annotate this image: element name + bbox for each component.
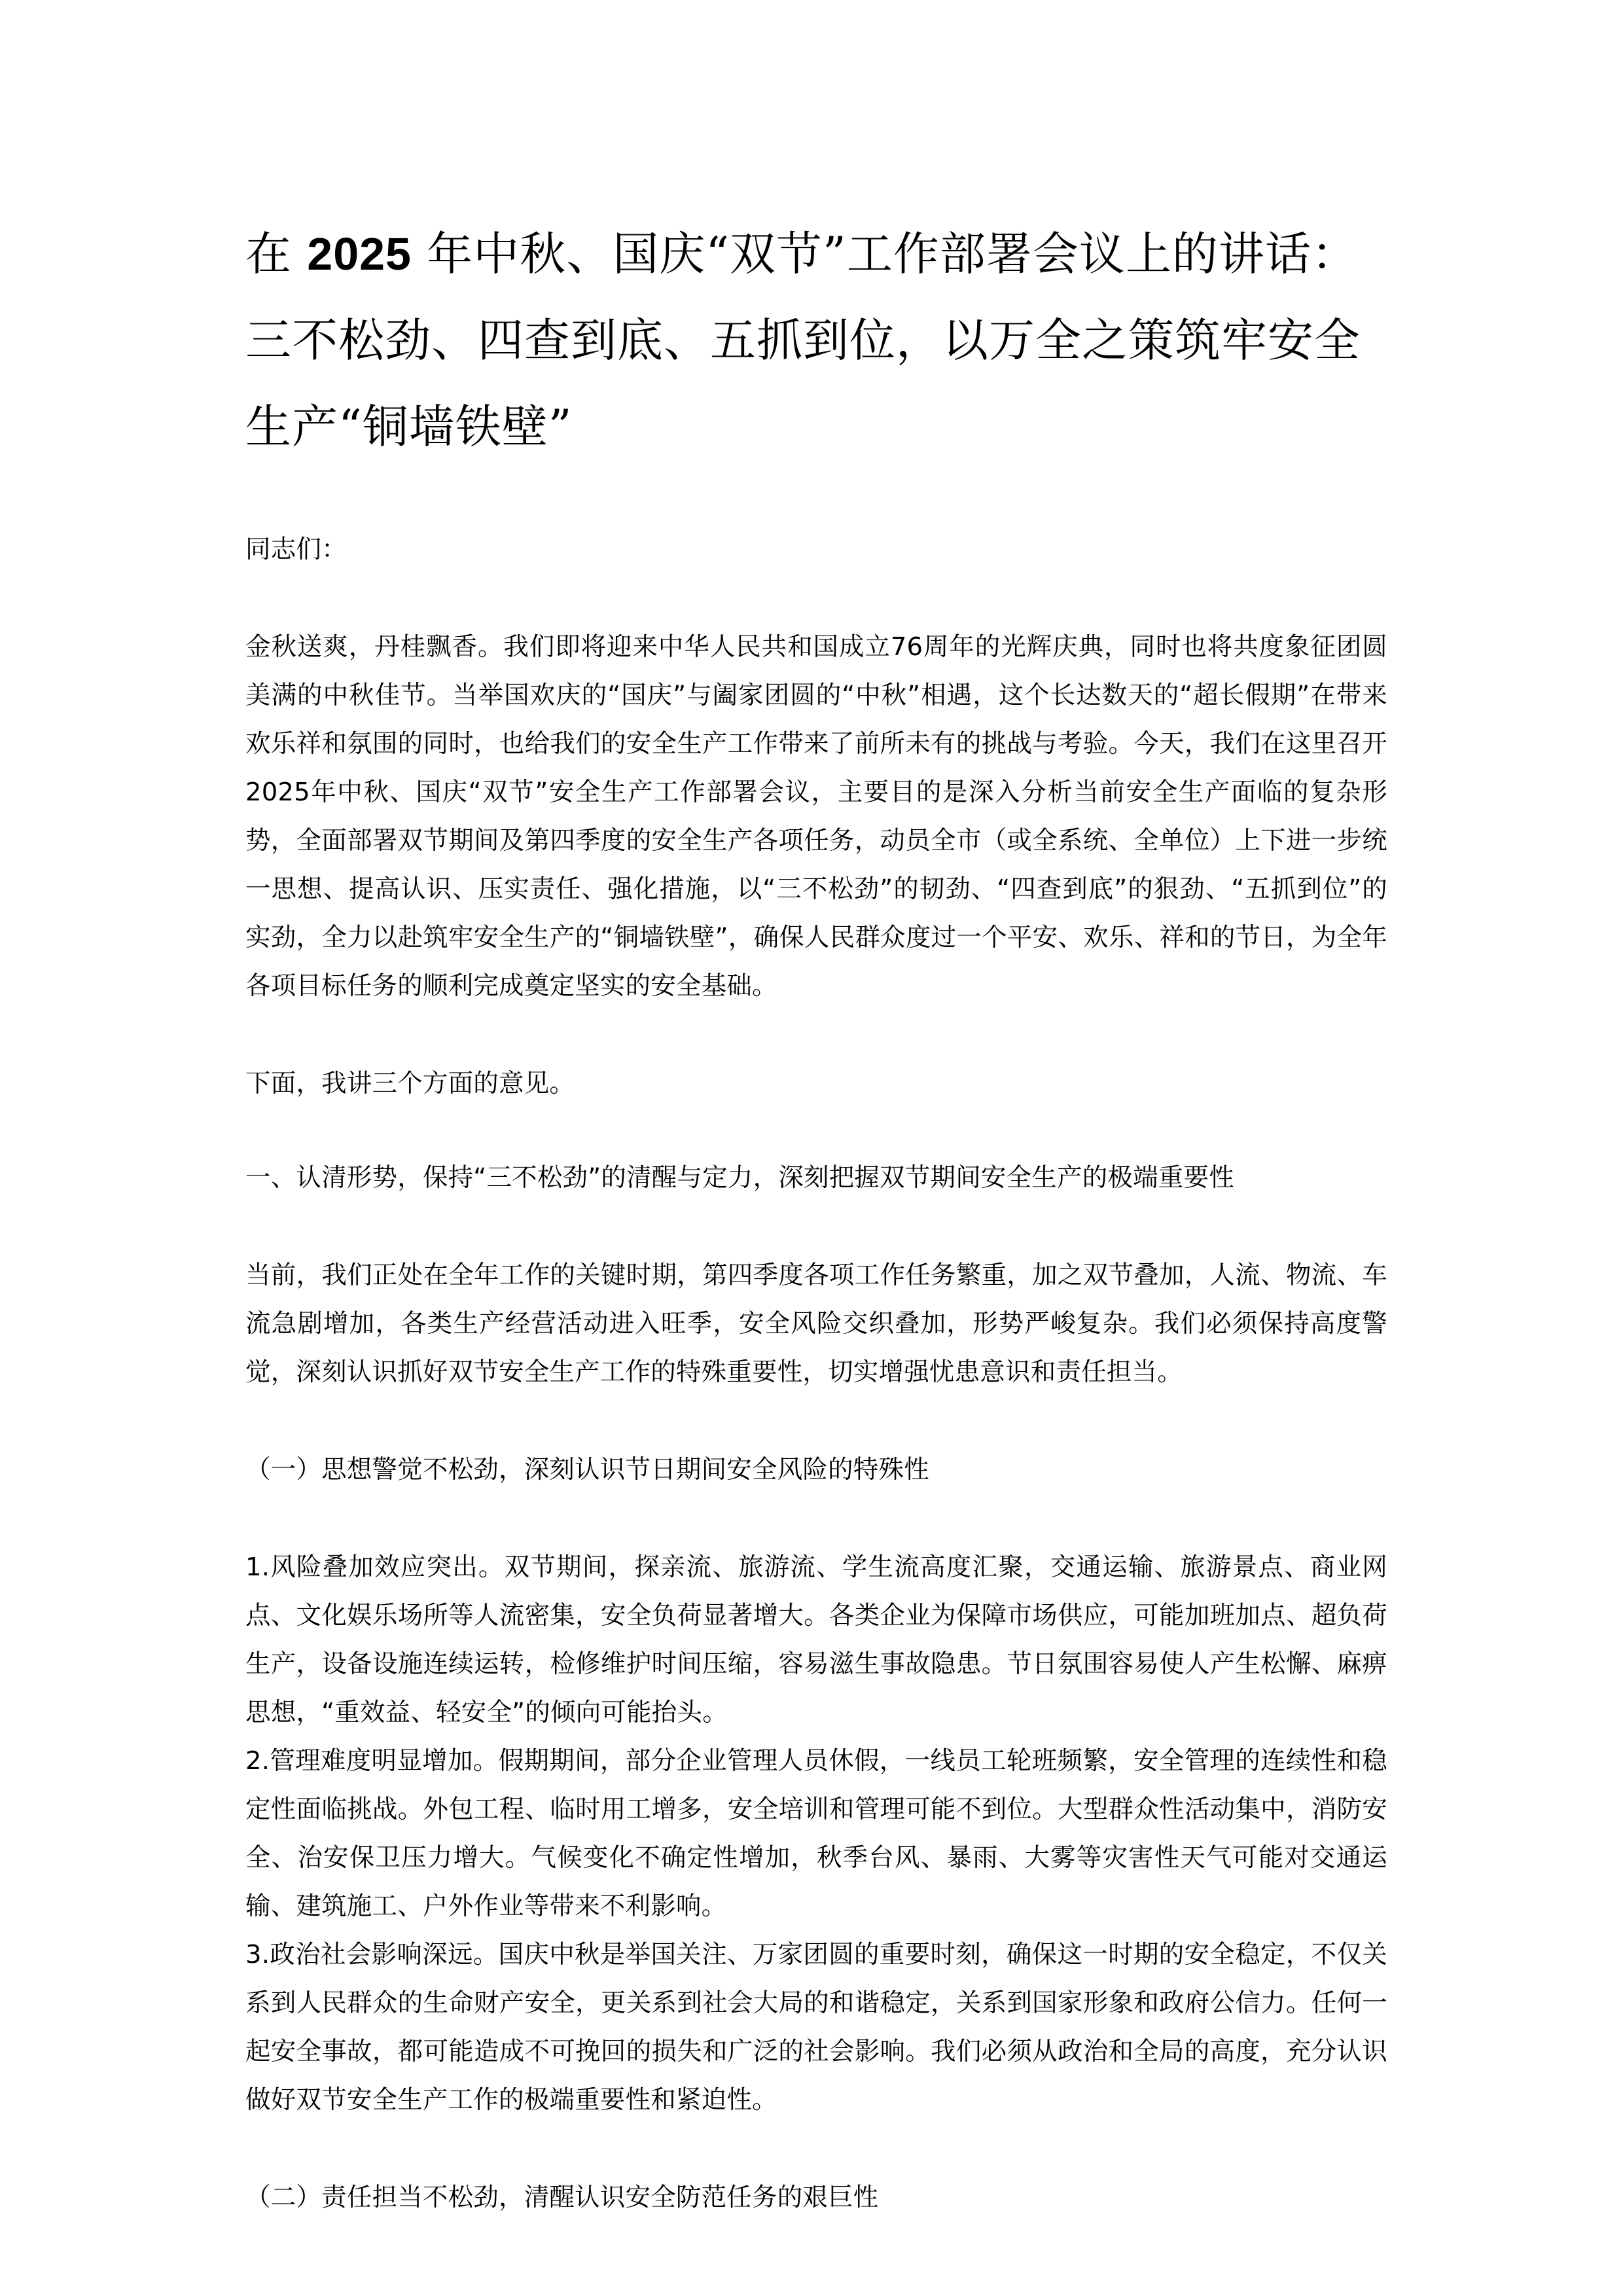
intro-paragraph: 金秋送爽，丹桂飘香。我们即将迎来中华人民共和国成立76周年的光辉庆典，同时也将共度象征团圆美满的中秋佳节。当举国欢庆的“国庆”与阖家团圆的“中秋”相遇，这个长达数天的“超长假期”在带来欢乐祥和氛围的同时，也给我们的安全生产工作带来了前所未有的挑战与考验。今天，我们在这里召开2025年中秋、国庆“双节”安全生产工作部署会议，主要目的是深入分析当前安全生产面临的复杂形势，全面部署双节期间及第四季度的安全生产各项任务，动员全市（或全系统、全单位）上下进一步统一思想、提高认识、压实责任、强化措施，以“三不松劲”的韧劲、“四查到底”的狠劲、“五抓到位”的实劲，全力以赴筑牢安全生产的“铜墙铁壁”，确保人民群众度过一个平安、欢乐、祥和的节日，为全年各项目标任务的顺利完成奠定坚实的安全基础。 xyxy=(245,632,1387,1001)
point-1: 1.风险叠加效应突出。双节期间，探亲流、旅游流、学生流高度汇聚，交通运输、旅游景点、商业网点、文化娱乐场所等人流密集，安全负荷显著增大。各类企业为保障市场供应，可能加班加点、超负荷生产，设备设施连续运转，检修维护时间压缩，容易滋生事故隐患。节日氛围容易使人产生松懈、麻痹思想，“重效益、轻安全”的倾向可能抬头。 xyxy=(245,1552,1387,1727)
document-page xyxy=(245,211,1387,2222)
subsection-1-heading: （一）思想警觉不松劲，深刻认识节日期间安全风险的特殊性 xyxy=(245,1455,929,1484)
title-rest: 年中秋、国庆“双节”工作部署会议上的讲话：三不松劲、四查到底、五抓到位，以万全之策筑牢安全生产“铜墙铁壁” xyxy=(245,227,1361,454)
title-prefix: 在 xyxy=(245,227,308,281)
point-2: 2.管理难度明显增加。假期期间，部分企业管理人员休假，一线员工轮班频繁，安全管理的连续性和稳定性面临挑战。外包工程、临时用工增多，安全培训和管理可能不到位。大型群众性活动集中，消防安全、治安保卫压力增大。气候变化不确定性增加，秋季台风、暴雨、大雾等灾害性天气可能对交通运输、建筑施工、户外作业等带来不利影响。 xyxy=(245,1746,1387,1921)
transition-sentence: 下面，我讲三个方面的意见。 xyxy=(245,1069,575,1098)
document-title xyxy=(245,211,1387,470)
salutation: 同志们： xyxy=(245,535,347,564)
subsection-2-heading: （二）责任担当不松劲，清醒认识安全防范任务的艰巨性 xyxy=(245,2183,879,2212)
section-1-heading: 一、认清形势，保持“三不松劲”的清醒与定力，深刻把握双节期间安全生产的极端重要性 xyxy=(245,1163,1234,1193)
title-year: 2025 xyxy=(307,228,412,279)
point-3: 3.政治社会影响深远。国庆中秋是举国关注、万家团圆的重要时刻，确保这一时期的安全稳定，不仅关系到人民群众的生命财产安全，更关系到社会大局的和谐稳定，关系到国家形象和政府公信力。任何一起安全事故，都可能造成不可挽回的损失和广泛的社会影响。我们必须从政治和全局的高度，充分认识做好双节安全生产工作的极端重要性和紧迫性。 xyxy=(245,1940,1387,2115)
section-1-intro: 当前，我们正处在全年工作的关键时期，第四季度各项工作任务繁重，加之双节叠加，人流、物流、车流急剧增加，各类生产经营活动进入旺季，安全风险交织叠加，形势严峻复杂。我们必须保持高度警觉，深刻认识抓好双节安全生产工作的特殊重要性，切实增强忧患意识和责任担当。 xyxy=(245,1261,1387,1387)
